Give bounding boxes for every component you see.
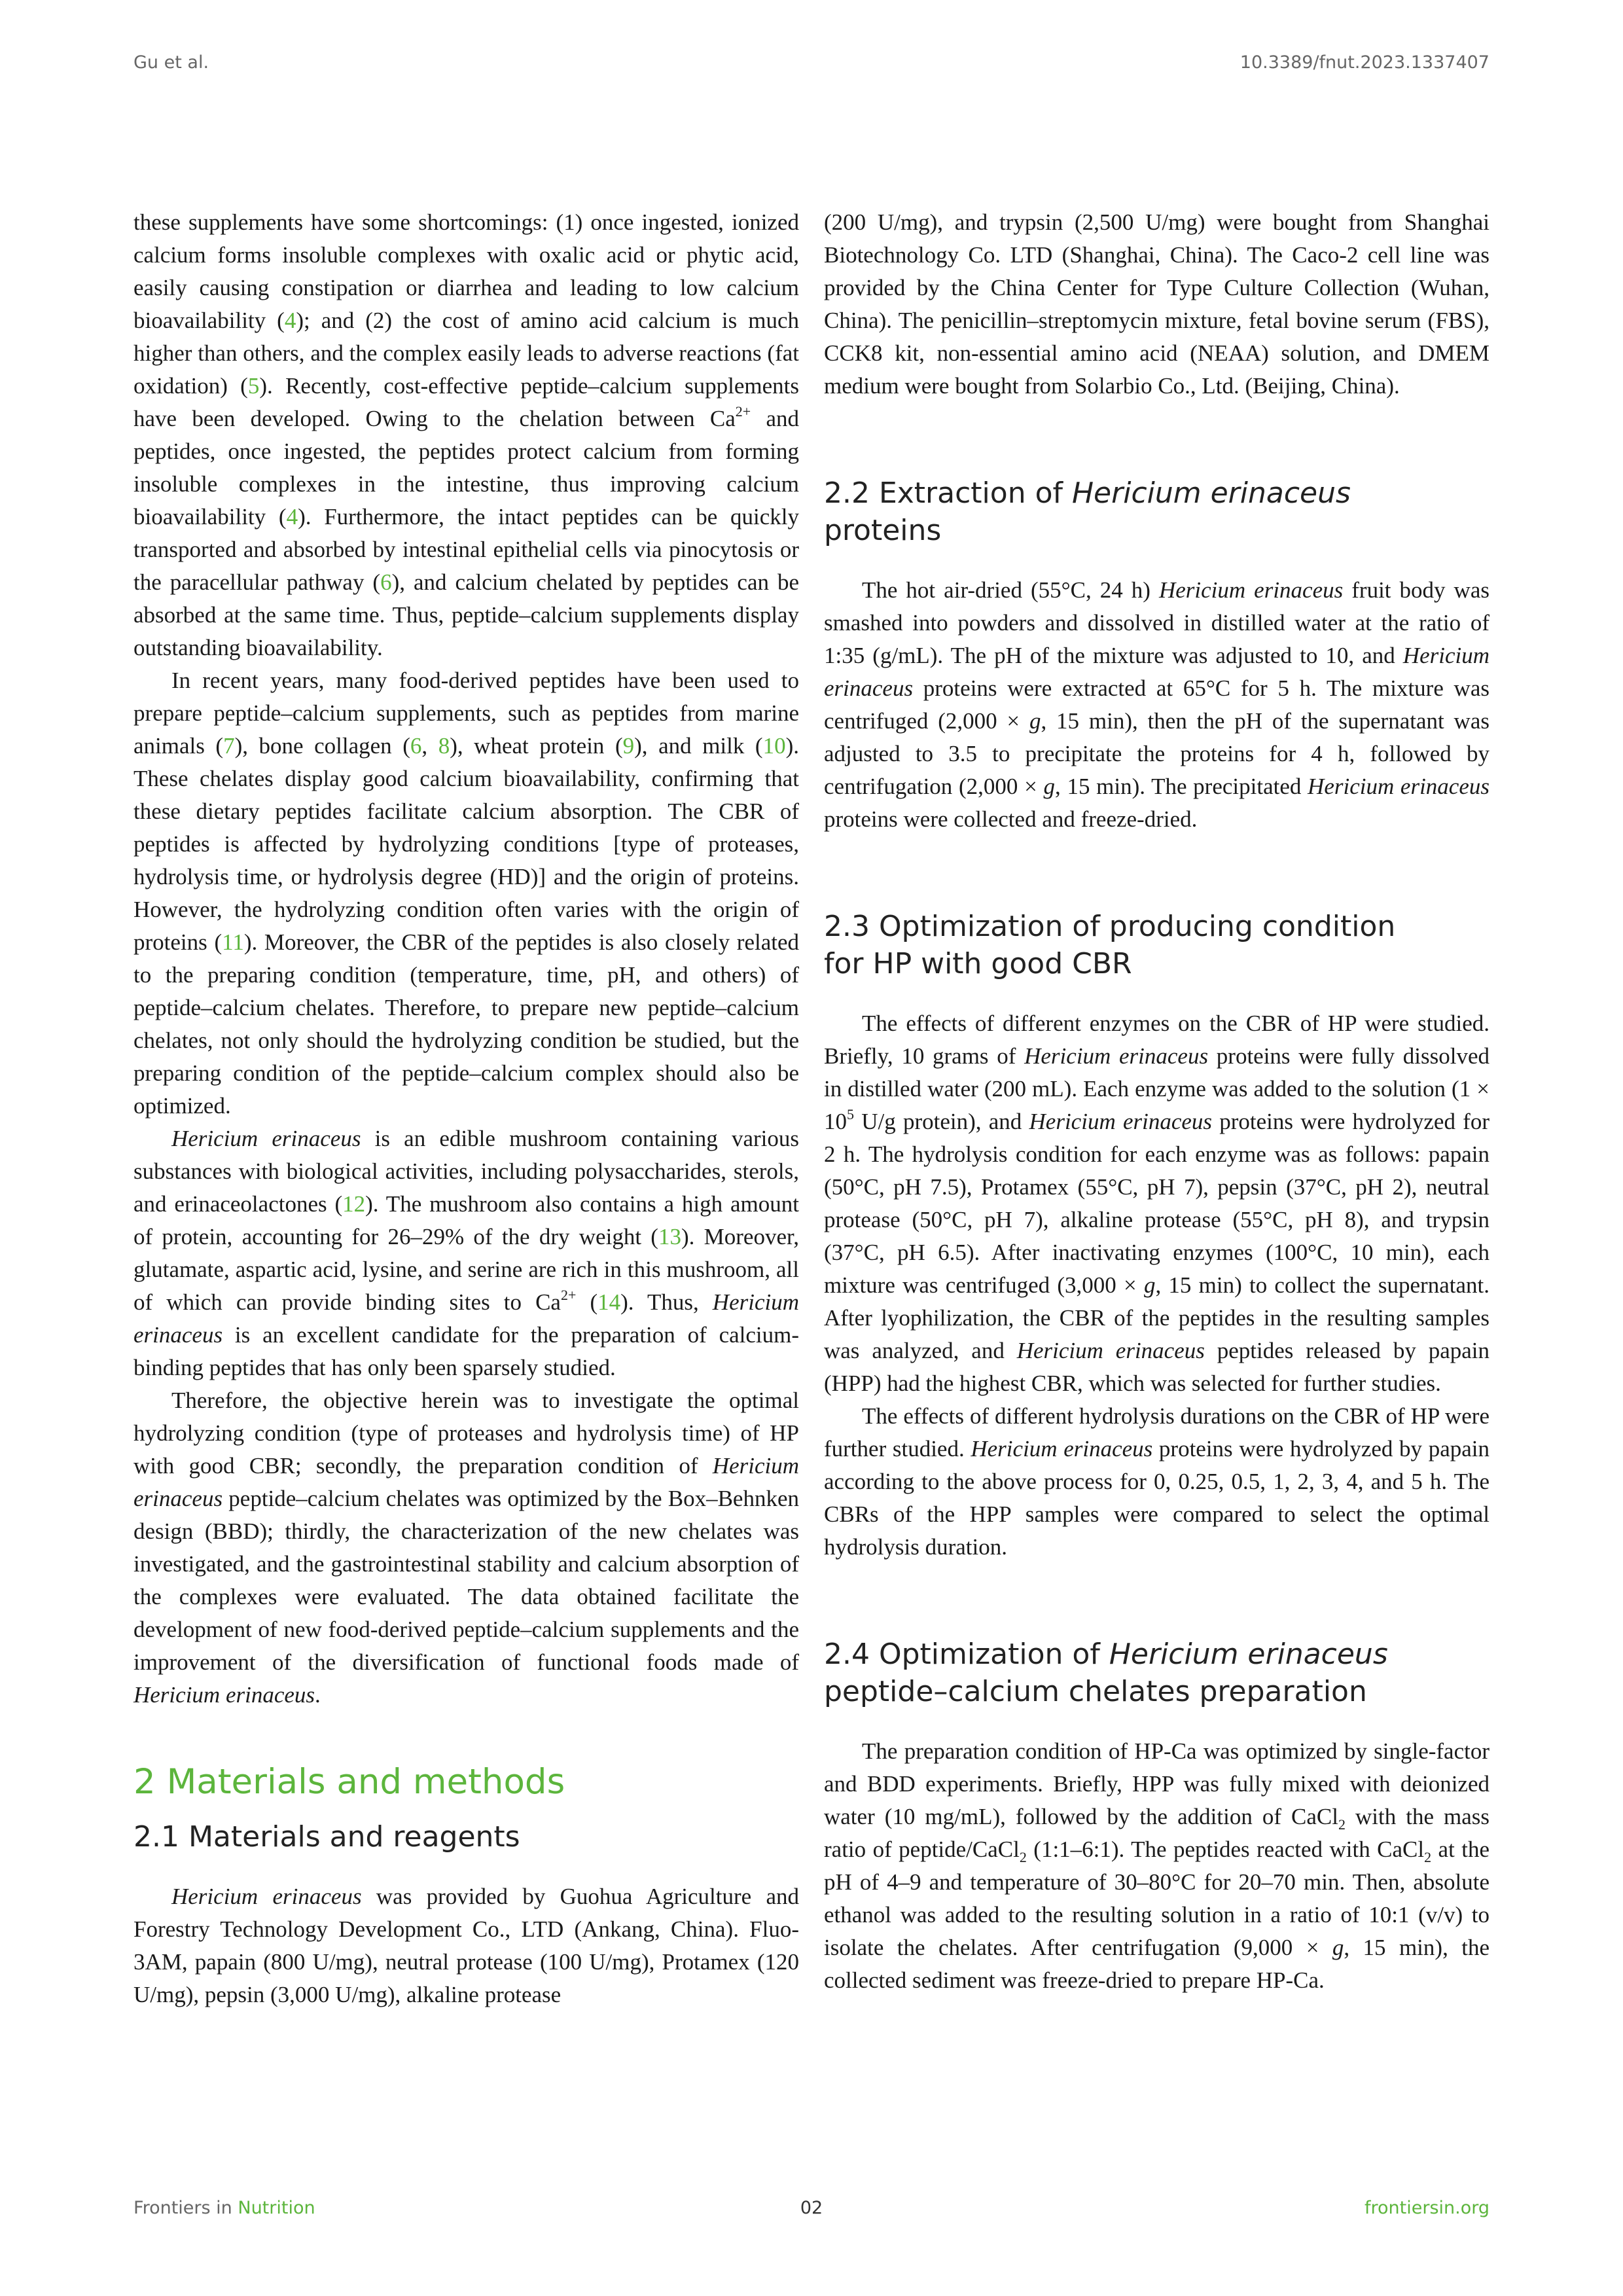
paragraph-materials: Hericium erinaceus was provided by Guohua Agriculture and Forestry Technology Development Co., LTD (Ankang, China). Fluo-3AM, papain (800 U/mg), neutral protease (100 U/mg), Protamex (120 U/mg), pepsin (3,000 U/mg), alkaline protease xyxy=(134,1884,800,2007)
subsection-heading-2-2: 2.2 Extraction of Hericium erinaceus proteins xyxy=(824,476,1351,547)
citation-link[interactable]: 7 xyxy=(223,733,235,759)
paragraph-hericium: Hericium erinaceus is an edible mushroom containing various substances with biological activities, including polysaccharides, sterols, and erinaceolactones (12). The mushroom also contains a high amount of protein, accounting for 26–29% of the dry weight (13). Moreover, glutamate, aspartic acid, lysine, and serine are rich in this mushroom, all of which can provide binding sites to $Ca^{2+}$ (14). Thus, Hericium erinaceus is an excellent candidate for the preparation of calcium-binding peptides that has only been sparsely studied. xyxy=(134,1126,800,1380)
citation-link[interactable]: 14 xyxy=(597,1289,621,1315)
citation-link[interactable]: 9 xyxy=(622,733,635,759)
paragraph-enzyme-effects: The effects of different enzymes on the CBR of HP were studied. Briefly, 10 grams of Hericium erinaceus proteins were fully dissolved in distilled water (200 mL). Each enzyme was added to the solution ($1 \times 10^5$ U/g protein), and Hericium erinaceus proteins were hydrolyzed for 2 h. The hydrolysis condition for each enzyme was as follows: papain (50°C, pH 7.5), Protamex (55°C, pH 7), pepsin (37°C, pH 2), neutral protease (50°C, pH 7), alkaline protease (55°C, pH 8), and trypsin (37°C, pH 6.5). After inactivating enzymes (100°C, 10 min), each mixture was centrifuged (3,000 × g, 15 min) to collect the supernatant. After lyophilization, the CBR of the peptides in the resulting samples was analyzed, and Hericium erinaceus peptides released by papain (HPP) had the highest CBR, which was selected for further studies. xyxy=(824,1011,1489,1396)
paragraph-objective: Therefore, the objective herein was to investigate the optimal hydrolyzing condition (type of proteases and hydrolysis time) of HP with good CBR; secondly, the preparation condition of Hericium erinaceus peptide–calcium chelates was optimized by the Box–Behnken design (BBD); thirdly, the characterization of the new chelates was investigated, and the gastrointestinal stability and calcium absorption of the complexes were evaluated. The data obtained facilitate the development of new food-derived peptide–calcium supplements and the improvement of the diversification of functional foods made of Hericium erinaceus. xyxy=(134,1388,799,1708)
footer-journal[interactable]: Frontiers in Nutrition xyxy=(134,2198,315,2218)
subsection-heading-2-3: 2.3 Optimization of producing condition for HP with good CBR xyxy=(824,910,1396,980)
paragraph-shortcomings: these supplements have some shortcomings: (1) once ingested, ionized calcium forms insoluble complexes with oxalic acid or phytic acid, easily causing constipation or diarrhea and leading to low calcium bioavailability (4); and (2) the cost of amino acid calcium is much higher than others, and the complex easily leads to adverse reactions (fat oxidation) (5). Recently, cost-effective peptide–calcium supplements have been developed. Owing to the chelation between $Ca^{2+}$ and peptides, once ingested, the peptides protect calcium from forming insoluble complexes in the intestine, thus improving calcium bioavailability (4). Furthermore, the intact peptides can be quickly transported and absorbed by intestinal epithelial cells via pinocytosis or the paracellular pathway (6), and calcium chelated by peptides can be absorbed at the same time. Thus, peptide–calcium supplements display outstanding bioavailability. xyxy=(134,209,800,660)
citation-link[interactable]: 11 xyxy=(222,929,244,955)
citation-link[interactable]: 12 xyxy=(342,1191,366,1217)
paragraph-chelate-preparation: The preparation condition of HP-Ca was optimized by single-factor and BDD experiments. Briefly, HPP was fully mixed with deionized water (10 mg/mL), followed by the addition of CaCl$_2$ with the mass ratio of peptide/CaCl$_2$ (1:1–6:1). The peptides reacted with CaCl$_2$ at the pH of 4–9 and temperature of 30–80°C for 20–70 min. Then, absolute ethanol was added to the resulting solution in a ratio of 10:1 (v/v) to isolate the chelates. After centrifugation (9,000 × g, 15 min), the collected sediment was freeze-dried to prepare HP-Ca. xyxy=(824,1738,1490,1993)
footer-page-number: 02 xyxy=(800,2198,823,2218)
citation-link[interactable]: 4 xyxy=(286,504,298,529)
citation-link[interactable]: 6 xyxy=(410,733,422,759)
running-header-authors: Gu et al. xyxy=(134,52,209,73)
subsection-heading-2-1: 2.1 Materials and reagents xyxy=(134,1820,520,1854)
citation-link[interactable]: 6 xyxy=(380,569,392,595)
subsection-heading-2-4: 2.4 Optimization of Hericium erinaceus peptide–calcium chelates preparation xyxy=(824,1638,1388,1708)
right-column xyxy=(824,206,1489,1997)
citation-link[interactable]: 4 xyxy=(284,308,296,333)
citation-link[interactable]: 5 xyxy=(247,373,260,399)
footer-website-link[interactable]: frontiersin.org xyxy=(1364,2198,1489,2218)
running-header-doi: 10.3389/fnut.2023.1337407 xyxy=(1240,52,1489,73)
paragraph-food-peptides: In recent years, many food-derived peptides have been used to prepare peptide–calcium supplements, such as peptides from marine animals (7), bone collagen (6, 8), wheat protein (9), and milk (10). These chelates display good calcium bioavailability, confirming that these dietary peptides facilitate calcium absorption. The CBR of peptides is affected by hydrolyzing conditions [type of proteases, hydrolysis time, or hydrolysis degree (HD)] and the origin of proteins. However, the hydrolyzing condition often varies with the origin of proteins (11). Moreover, the CBR of the peptides is also closely related to the preparing condition (temperature, time, pH, and others) of peptide–calcium chelates. Therefore, to prepare new peptide–calcium chelates, not only should the hydrolyzing condition be studied, but the preparing condition of the peptide–calcium complex should also be optimized. xyxy=(134,668,800,1119)
paragraph-materials-continued: (200 U/mg), and trypsin (2,500 U/mg) were bought from Shanghai Biotechnology Co. LTD (Shanghai, China). The Caco-2 cell line was provided by the China Center for Type Culture Collection (Wuhan, China). The penicillin–streptomycin mixture, fetal bovine serum (FBS), CCK8 kit, non-essential amino acid (NEAA) solution, and DMEM medium were bought from Solarbio Co., Ltd. (Beijing, China). xyxy=(824,209,1489,399)
left-column xyxy=(134,206,799,2011)
citation-link[interactable]: 8 xyxy=(438,733,450,759)
section-heading-materials-methods: 2 Materials and methods xyxy=(134,1762,565,1802)
citation-link[interactable]: 13 xyxy=(658,1224,681,1249)
paragraph-extraction: The hot air-dried (55°C, 24 h) Hericium erinaceus fruit body was smashed into powders and dissolved in distilled water at the ratio of 1:35 (g/mL). The pH of the mixture was adjusted to 10, and Hericium erinaceus proteins were extracted at 65°C for 5 h. The mixture was centrifuged (2,000 × g, 15 min), then the pH of the supernatant was adjusted to 3.5 to precipitate the proteins for 4 h, followed by centrifugation (2,000 × g, 15 min). The precipitated Hericium erinaceus proteins were collected and freeze-dried. xyxy=(824,577,1489,832)
citation-link[interactable]: 10 xyxy=(762,733,786,759)
paragraph-hydrolysis-duration: The effects of different hydrolysis durations on the CBR of HP were further studied. Hericium erinaceus proteins were hydrolyzed by papain according to the above process for 0, 0.25, 0.5, 1, 2, 3, 4, and 5 h. The CBRs of the HPP samples were compared to select the optimal hydrolysis duration. xyxy=(824,1403,1489,1560)
